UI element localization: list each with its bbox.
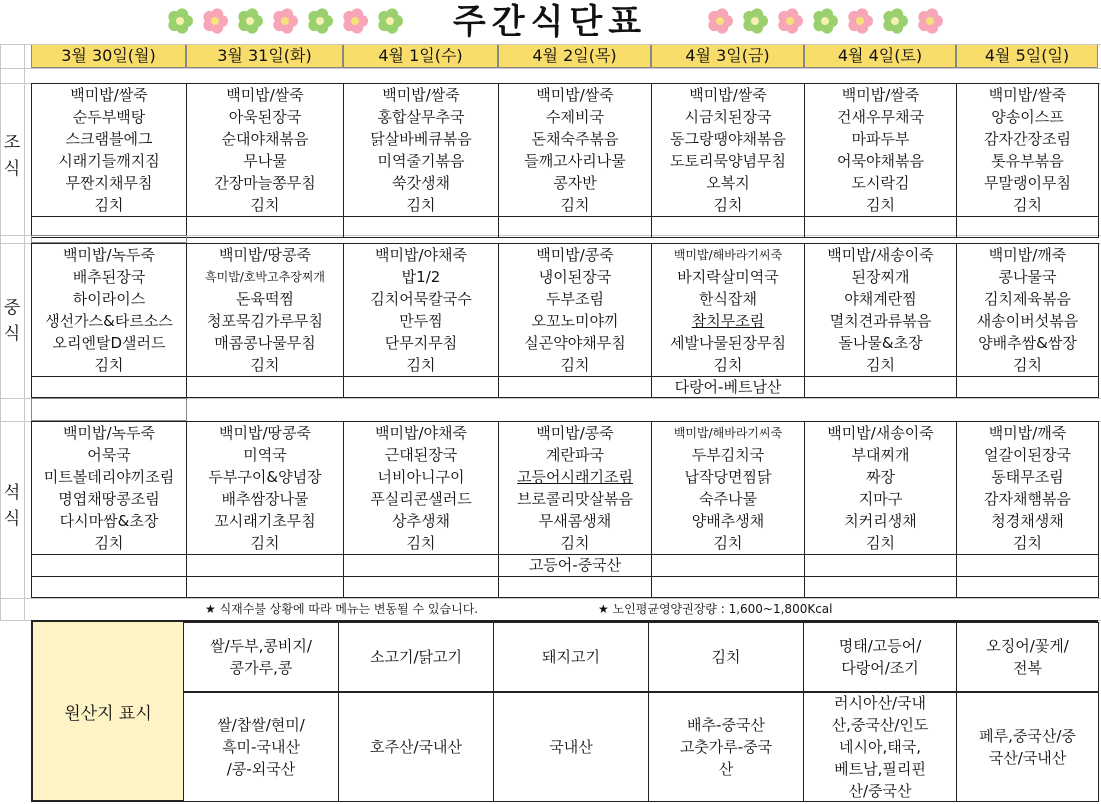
menu-item: 실곤약야채무침 bbox=[524, 334, 626, 352]
dinner-menu-cell bbox=[343, 421, 499, 598]
row-divider bbox=[187, 216, 343, 217]
row-divider bbox=[499, 216, 651, 217]
menu-item: 콩자반 bbox=[553, 174, 597, 192]
menu-item: 오꼬노미야끼 bbox=[531, 312, 619, 330]
dinner-menu-cell bbox=[498, 421, 652, 598]
menu-item: 김치 bbox=[713, 196, 743, 214]
row-divider bbox=[652, 576, 804, 577]
menu-item: 백미밥/새송이죽 bbox=[827, 246, 934, 264]
menu-item: 백미밥/깨죽 bbox=[988, 424, 1067, 442]
menu-item: 김치 bbox=[406, 356, 436, 374]
row-divider bbox=[187, 376, 343, 377]
green-flower-icon bbox=[165, 6, 195, 36]
menu-item: 건새우무채국 bbox=[837, 108, 924, 126]
menu-item: 고등어시래기조림 bbox=[517, 468, 633, 486]
menu-item: 시금치된장국 bbox=[684, 108, 772, 126]
menu-item: 김치제육볶음 bbox=[984, 290, 1071, 308]
origin-item: 쌀/두부,콩비지/ 콩가루,콩 bbox=[183, 622, 339, 692]
menu-item: 김치 bbox=[560, 534, 590, 552]
menu-item: 김치 bbox=[250, 534, 280, 552]
row-divider bbox=[32, 376, 186, 377]
menu-item: 명엽채땅콩조림 bbox=[58, 490, 160, 508]
menu-item: 콩나물국 bbox=[998, 268, 1057, 286]
menu-item: 백미밥/녹두죽 bbox=[63, 424, 155, 442]
dinner-menu-cell bbox=[651, 421, 805, 598]
lunch-menu-cell bbox=[31, 243, 187, 398]
menu-item: 숙주나물 bbox=[699, 490, 757, 508]
menu-item: 마파두부 bbox=[851, 130, 910, 148]
origin-item: 오징어/꽃게/ 전복 bbox=[956, 622, 1099, 692]
menu-item: 시래기들깨지짐 bbox=[58, 152, 160, 170]
menu-item: 오리엔탈D샐러드 bbox=[52, 334, 166, 352]
pink-flower-icon bbox=[705, 6, 735, 36]
lunch-menu-cell bbox=[804, 243, 957, 398]
menu-item: 김치 bbox=[94, 534, 124, 552]
lunch-menu-cell bbox=[186, 243, 344, 398]
dinner-label: 석 식 bbox=[3, 483, 21, 529]
menu-item: 무짠지채무침 bbox=[65, 174, 153, 192]
menu-item: 감자채햄볶음 bbox=[984, 490, 1071, 508]
menu-item: 오복지 bbox=[706, 174, 750, 192]
menu-item: 미역국 bbox=[243, 446, 287, 464]
menu-item: 지마구 bbox=[858, 490, 903, 508]
menu-item: 도시락김 bbox=[851, 174, 910, 192]
menu-item: 톳유부볶음 bbox=[991, 152, 1064, 170]
guide-line bbox=[0, 68, 1101, 69]
menu-item: 들깨고사리나물 bbox=[524, 152, 626, 170]
menu-item: 김치 bbox=[560, 356, 590, 374]
lunch-label: 중 식 bbox=[3, 298, 21, 344]
menu-item: 무나물 bbox=[243, 152, 287, 170]
menu-item: 김치 bbox=[713, 534, 743, 552]
lunch-menu-cell bbox=[343, 243, 499, 398]
menu-item: 김치 bbox=[250, 356, 280, 374]
origin-country: 페루,중국산/중 국산/국내산 bbox=[956, 692, 1099, 802]
origin-label: 원산지 표시 bbox=[64, 703, 152, 724]
menu-item: 김치 bbox=[1013, 196, 1042, 214]
menu-item: 백미밥/쌀죽 bbox=[988, 86, 1067, 104]
row-divider bbox=[957, 576, 1098, 577]
breakfast-menu-cell bbox=[498, 83, 652, 238]
dinner-menu-cell bbox=[804, 421, 957, 598]
menu-item: 치커리생채 bbox=[844, 512, 917, 530]
menu-item: 근대된장국 bbox=[384, 446, 458, 464]
menu-item: 새송이버섯볶음 bbox=[976, 312, 1079, 330]
menu-item: 김치 bbox=[560, 196, 590, 214]
menu-item: 양배추생채 bbox=[691, 512, 765, 530]
menu-item: 배추된장국 bbox=[72, 268, 146, 286]
menu-item: 백미밥/쌀죽 bbox=[382, 86, 460, 104]
menu-item: 미역줄기볶음 bbox=[377, 152, 465, 170]
change-notice: ★ 식재수불 상황에 따라 메뉴는 변동될 수 있습니다. bbox=[205, 602, 479, 616]
menu-item: 백미밥/땅콩죽 bbox=[219, 246, 311, 264]
menu-item: 두부조림 bbox=[546, 290, 604, 308]
pink-flower-icon bbox=[340, 6, 370, 36]
menu-item: 닭살바베큐볶음 bbox=[370, 130, 472, 148]
menu-item: 계란파국 bbox=[546, 446, 604, 464]
menu-item: 김치 bbox=[406, 534, 436, 552]
menu-item: 무말랭이무침 bbox=[984, 174, 1071, 192]
menu-item: 백미밥/녹두죽 bbox=[63, 246, 155, 264]
menu-item: 된장찌개 bbox=[851, 268, 910, 286]
page-title: 주간식단표 bbox=[452, 2, 648, 42]
row-divider bbox=[805, 554, 956, 555]
menu-item: 백미밥/콩죽 bbox=[536, 246, 614, 264]
menu-item: 청포묵김가루무침 bbox=[207, 312, 323, 330]
pink-flower-icon bbox=[775, 6, 805, 36]
menu-item: 미트볼데리야끼조림 bbox=[43, 468, 175, 486]
breakfast-menu-cell bbox=[186, 83, 344, 238]
day-header: 4월 4일(토) bbox=[804, 44, 956, 68]
menu-item: 백미밥/야채죽 bbox=[375, 424, 467, 442]
menu-item: 홍합살무추국 bbox=[377, 108, 465, 126]
menu-item: 백미밥/쌀죽 bbox=[70, 86, 148, 104]
menu-item: 김치 bbox=[866, 196, 895, 214]
lunch-menu-cell bbox=[651, 243, 805, 398]
day-header: 4월 2일(목) bbox=[498, 44, 651, 68]
breakfast-menu-cell bbox=[31, 83, 187, 238]
menu-item: 돈육떡찜 bbox=[236, 290, 294, 308]
menu-item: 김치 bbox=[866, 356, 895, 374]
menu-item: 아욱된장국 bbox=[228, 108, 302, 126]
day-header: 3월 30일(월) bbox=[31, 44, 186, 68]
menu-item: 백미밥/쌀죽 bbox=[226, 86, 304, 104]
row-divider bbox=[805, 376, 956, 377]
green-flower-icon bbox=[740, 6, 770, 36]
breakfast-menu-cell bbox=[804, 83, 957, 238]
menu-item: 꼬시래기초무침 bbox=[214, 512, 316, 530]
origin-country: 배추-중국산 고춧가루-중국 산 bbox=[648, 692, 804, 802]
menu-item: 브로콜리맛살볶음 bbox=[517, 490, 633, 508]
row-divider bbox=[652, 554, 804, 555]
menu-item: 순두부백탕 bbox=[72, 108, 146, 126]
menu-item: 백미밥/해바라기씨죽 bbox=[673, 248, 783, 262]
green-flower-icon bbox=[305, 6, 335, 36]
menu-item: 돈채숙주볶음 bbox=[531, 130, 619, 148]
menu-item: 동태무조림 bbox=[991, 468, 1064, 486]
menu-item: 하이라이스 bbox=[72, 290, 146, 308]
menu-item: 세발나물된장무침 bbox=[670, 334, 786, 352]
menu-item: 김치 bbox=[94, 196, 124, 214]
row-divider bbox=[187, 554, 343, 555]
origin-note: 다랑어-베트남산 bbox=[674, 378, 782, 396]
menu-item: 동그랑땡야채볶음 bbox=[670, 130, 786, 148]
row-divider bbox=[652, 216, 804, 217]
menu-item: 만두찜 bbox=[399, 312, 443, 330]
menu-item: 감자간장조림 bbox=[984, 130, 1071, 148]
calorie-notice: ★ 노인평균영양권장량 : 1,600~1,800Kcal bbox=[598, 602, 833, 616]
breakfast-menu-cell bbox=[651, 83, 805, 238]
menu-item: 백미밥/콩죽 bbox=[536, 424, 614, 442]
menu-item: 참치무조림 bbox=[691, 312, 765, 330]
breakfast-menu-cell bbox=[343, 83, 499, 238]
green-flower-icon bbox=[375, 6, 405, 36]
menu-item: 도토리묵양념무침 bbox=[670, 152, 786, 170]
menu-item: 김치 bbox=[713, 356, 743, 374]
dinner-menu-cell bbox=[956, 421, 1099, 598]
menu-item: 순대야채볶음 bbox=[221, 130, 309, 148]
day-header: 4월 1일(수) bbox=[343, 44, 498, 68]
menu-item: 청경채생채 bbox=[991, 512, 1064, 530]
menu-item: 수제비국 bbox=[546, 108, 604, 126]
menu-item: 김치 bbox=[250, 196, 280, 214]
menu-item: 푸실리콘샐러드 bbox=[370, 490, 472, 508]
row-divider bbox=[32, 576, 186, 577]
menu-item: 단무지무침 bbox=[384, 334, 458, 352]
dinner-menu-cell bbox=[31, 421, 187, 598]
row-divider bbox=[499, 576, 651, 577]
menu-item: 얼갈이된장국 bbox=[984, 446, 1071, 464]
lunch-menu-cell bbox=[498, 243, 652, 398]
menu-item: 백미밥/해바라기씨죽 bbox=[673, 426, 783, 440]
pink-flower-icon bbox=[200, 6, 230, 36]
menu-item: 어묵야채볶음 bbox=[837, 152, 924, 170]
menu-item: 너비아니구이 bbox=[377, 468, 465, 486]
menu-item: 김치 bbox=[1013, 534, 1042, 552]
green-flower-icon bbox=[810, 6, 840, 36]
row-divider bbox=[344, 576, 498, 577]
menu-item: 야채계란찜 bbox=[844, 290, 917, 308]
menu-item: 백미밥/땅콩죽 bbox=[219, 424, 311, 442]
menu-item: 스크램블에그 bbox=[65, 130, 153, 148]
menu-item: 부대찌개 bbox=[851, 446, 910, 464]
row-divider bbox=[805, 216, 956, 217]
menu-item: 백미밥/쌀죽 bbox=[841, 86, 920, 104]
row-divider bbox=[957, 554, 1098, 555]
row-divider bbox=[805, 576, 956, 577]
row-divider bbox=[499, 376, 651, 377]
menu-item: 김치 bbox=[406, 196, 436, 214]
origin-item: 김치 bbox=[648, 622, 804, 692]
menu-item: 김치 bbox=[94, 356, 124, 374]
row-divider bbox=[957, 216, 1098, 217]
origin-item: 명태/고등어/ 다랑어/조기 bbox=[803, 622, 957, 692]
menu-item: 쑥갓생채 bbox=[392, 174, 450, 192]
menu-item: 김치 bbox=[1013, 356, 1042, 374]
menu-item: 상추생채 bbox=[392, 512, 450, 530]
origin-section bbox=[31, 620, 1098, 802]
menu-item: 무새콤생채 bbox=[538, 512, 612, 530]
row-divider bbox=[344, 216, 498, 217]
origin-country: 쌀/찹쌀/현미/ 흑미-국내산 /콩-외국산 bbox=[183, 692, 339, 802]
menu-item: 멸치견과류볶음 bbox=[829, 312, 932, 330]
row-divider bbox=[344, 376, 498, 377]
menu-item: 어묵국 bbox=[87, 446, 131, 464]
pink-flower-icon bbox=[845, 6, 875, 36]
day-header: 4월 3일(금) bbox=[651, 44, 804, 68]
menu-item: 두부구이&양념장 bbox=[208, 468, 322, 486]
menu-item: 배추쌈장나물 bbox=[221, 490, 309, 508]
guide-line bbox=[0, 44, 1101, 45]
row-divider bbox=[32, 554, 186, 555]
breakfast-label: 조 식 bbox=[3, 133, 21, 179]
menu-item: 백미밥/쌀죽 bbox=[536, 86, 614, 104]
pink-flower-icon bbox=[270, 6, 300, 36]
lunch-menu-cell bbox=[956, 243, 1099, 398]
spacer-cell bbox=[31, 398, 187, 421]
menu-item: 김치어묵칼국수 bbox=[370, 290, 472, 308]
row-divider bbox=[32, 216, 186, 217]
menu-item: 다시마쌈&초장 bbox=[59, 512, 159, 530]
menu-item: 양송이스프 bbox=[991, 108, 1064, 126]
origin-country: 러시아산/국내 산,중국산/인도 네시아,태국, 베트남,필리핀 산/중국산 bbox=[803, 692, 957, 802]
menu-item: 밥1/2 bbox=[401, 268, 441, 286]
menu-item: 납작당면찜닭 bbox=[684, 468, 772, 486]
origin-country: 호주산/국내산 bbox=[338, 692, 494, 802]
row-divider bbox=[344, 554, 498, 555]
menu-item: 두부김치국 bbox=[691, 446, 765, 464]
origin-country: 국내산 bbox=[493, 692, 649, 802]
menu-item: 백미밥/새송이죽 bbox=[827, 424, 934, 442]
menu-item: 한식잡채 bbox=[699, 290, 757, 308]
green-flower-icon bbox=[880, 6, 910, 36]
guide-line bbox=[0, 598, 1101, 599]
menu-item: 간장마늘쫑무침 bbox=[214, 174, 316, 192]
breakfast-menu-cell bbox=[956, 83, 1099, 238]
origin-item: 돼지고기 bbox=[493, 622, 649, 692]
menu-item: 바지락살미역국 bbox=[677, 268, 779, 286]
menu-item: 짜장 bbox=[866, 468, 895, 486]
menu-item: 냉이된장국 bbox=[538, 268, 612, 286]
origin-item: 소고기/닭고기 bbox=[338, 622, 494, 692]
origin-note: 고등어-중국산 bbox=[528, 556, 622, 574]
day-header: 3월 31일(화) bbox=[186, 44, 343, 68]
pink-flower-icon bbox=[915, 6, 945, 36]
guide-line bbox=[24, 44, 25, 620]
menu-item: 생선가스&타르소스 bbox=[45, 312, 173, 330]
menu-item: 흑미밥/호박고추장찌개 bbox=[205, 270, 325, 284]
menu-item: 백미밥/야채죽 bbox=[375, 246, 467, 264]
menu-item: 매콤콩나물무침 bbox=[214, 334, 316, 352]
row-divider bbox=[187, 576, 343, 577]
menu-item: 양배추쌈&쌈장 bbox=[978, 334, 1077, 352]
menu-item: 백미밥/깨죽 bbox=[988, 246, 1067, 264]
day-header: 4월 5일(일) bbox=[956, 44, 1098, 68]
menu-item: 김치 bbox=[866, 534, 895, 552]
row-divider bbox=[957, 376, 1098, 377]
menu-item: 백미밥/쌀죽 bbox=[689, 86, 767, 104]
menu-item: 돌나물&초장 bbox=[838, 334, 923, 352]
spacer-cell bbox=[31, 235, 187, 243]
green-flower-icon bbox=[235, 6, 265, 36]
dinner-menu-cell bbox=[186, 421, 344, 598]
